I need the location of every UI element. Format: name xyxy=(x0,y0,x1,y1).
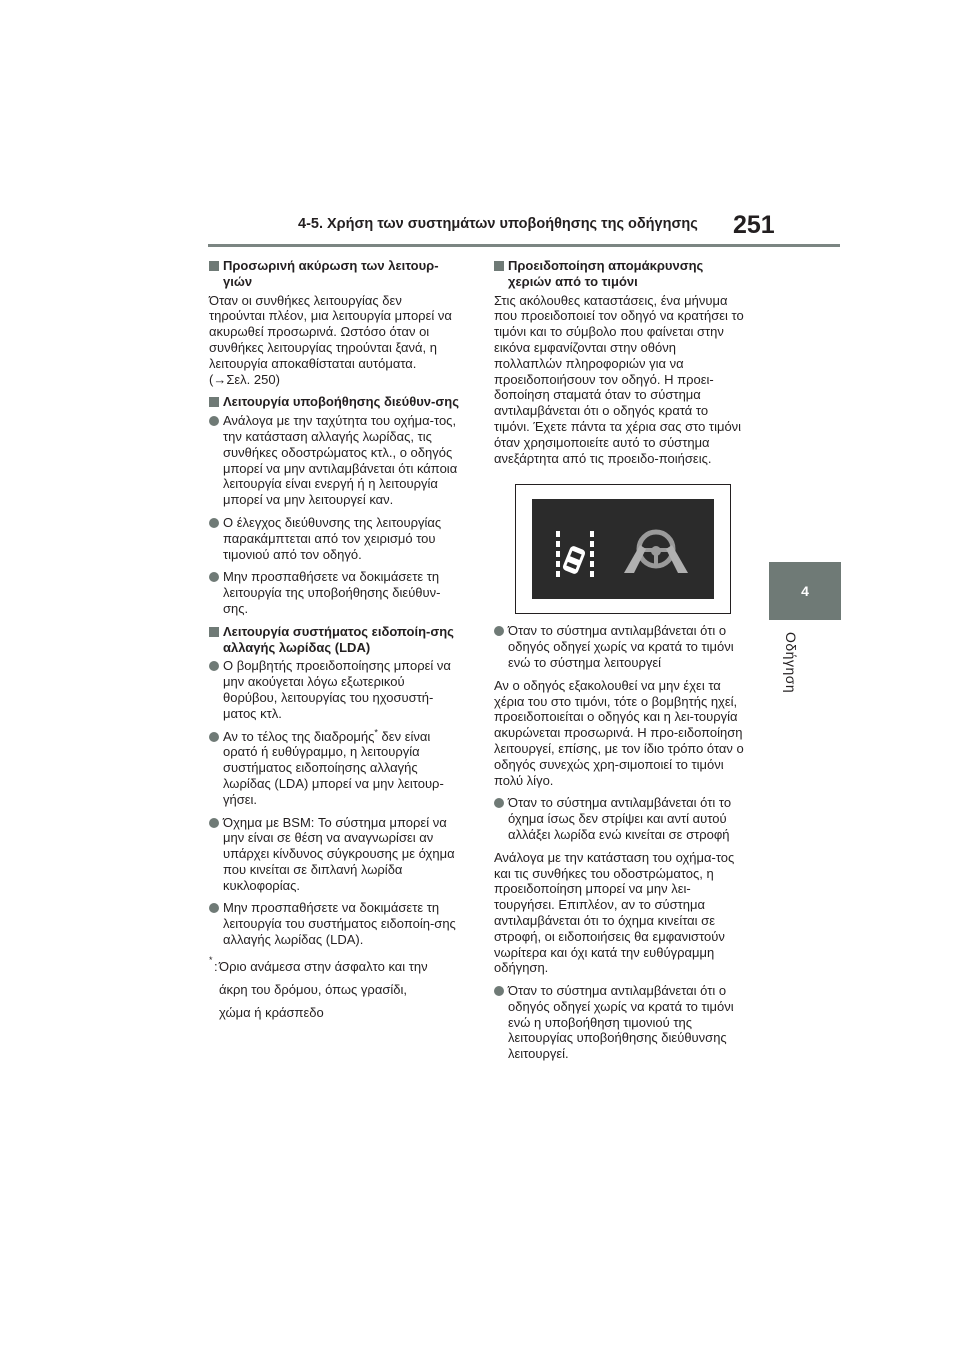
bullet-item: Μην προσπαθήσετε να δοκιμάσετε τη λειτουργία του συστήματος ειδοποίη-σης αλλαγής λωρίδας (LDA). xyxy=(209,900,459,947)
multi-information-display xyxy=(532,499,714,599)
header-rule xyxy=(208,244,840,247)
lane-departure-icon xyxy=(554,529,598,579)
chapter-tab-label: Οδήγηση xyxy=(783,632,799,694)
running-header-title: 4-5. Χρήση των συστημάτων υποβοήθησης της οδήγησης xyxy=(298,216,698,232)
page-number: 251 xyxy=(733,211,775,239)
paragraph: Αν ο οδηγός εξακολουθεί να μην έχει τα χέρια του στο τιμόνι, τότε ο βομβητής ηχεί, προειδοποιείται ο οδηγός και η λει-τουργία ακυρώνεται προσωρινά. Η προ-ειδοποίηση λειτουργεί, επίσης, με τον ίδιο τρόπο όταν ο οδηγός συνεχώς χρη-σιμοποιεί το τιμόνι πολύ λίγο. xyxy=(494,677,744,788)
bullet-item: Όταν το σύστημα αντιλαμβάνεται ότι το όχημα ίσως δεν στρίψει και αντί αυτού αλλάξει λωρίδα ενώ κινείται σε στροφή xyxy=(494,795,744,842)
footnote-marker: * xyxy=(374,727,378,738)
paragraph: Στις ακόλουθες καταστάσεις, ένα μήνυμα που προειδοποιεί τον οδηγό να κρατήσει το τιμόνι και το σύμβολο που φαίνεται στην εικόνα εμφανίζονται στην οθόνη πολλαπλών πληροφοριών για να προειδοποιήσουν τον οδηγό. Η προει-δοποίηση σταματά όταν το σύστημα αντιλαμβάνεται ότι ο οδηγός κρατά το τιμόνι. Έχετε πάντα τα χέρια σας στο τιμόνι όταν χρησιμοποιείτε αυτό το σύστημα ανεξάρτητα από τις προειδο-ποιήσεις. xyxy=(494,292,744,466)
right-column xyxy=(494,258,744,1069)
left-column xyxy=(209,258,459,1024)
bullet-item: Όχημα με BSM: Το σύστημα μπορεί να μην είναι σε θέση να αναγνωρίσει αν υπάρχει κίνδυνος σύγκρουσης με όχημα που κινείται σε διπλανή λωρίδα κυκλοφορίας. xyxy=(209,815,459,894)
section-heading: Προσωρινή ακύρωση των λειτουρ-γιών xyxy=(209,258,459,290)
footnote-colon: : xyxy=(214,958,218,974)
paragraph: Όταν οι συνθήκες λειτουργίας δεν τηρούνται πλέον, μια λειτουργία μπορεί να ακυρωθεί προσωρινά. Ωστόσο όταν οι συνθήκες λειτουργίας τηρούνται ξανά, η λειτουργία αποκαθίσταται αυτόματα. (→Σελ. 250) xyxy=(209,292,452,387)
section-heading: Προειδοποίηση απομάκρυνσης χεριών από το τιμόνι xyxy=(494,258,744,290)
bullet-item: Όταν το σύστημα αντιλαμβάνεται ότι ο οδηγός οδηγεί χωρίς να κρατά το τιμόνι ενώ η υποβοήθηση τιμονιού της λειτουργίας υποβοήθησης διεύθυνσης λειτουργεί. xyxy=(494,983,744,1062)
bullet-text: Αν το τέλος της διαδρομής xyxy=(223,728,375,744)
steering-wheel-hands-icon xyxy=(620,529,692,575)
bullet-item: Όταν το σύστημα αντιλαμβάνεται ότι ο οδηγός οδηγεί χωρίς να κρατά το τιμόνι ενώ το σύστημα λειτουργεί xyxy=(494,623,744,670)
section-heading: Λειτουργία υποβοήθησης διεύθυν-σης xyxy=(209,394,459,410)
footnote-line: χώμα ή κράσπεδο xyxy=(219,1004,324,1020)
footnote-line: Όριο ανάμεσα στην άσφαλτο και την xyxy=(219,958,428,974)
chapter-tab xyxy=(769,562,841,620)
section-heading: Λειτουργία συστήματος ειδοποίη-σης αλλαγής λωρίδας (LDA) xyxy=(209,624,459,656)
footnote-line: άκρη του δρόμου, όπως γρασίδι, xyxy=(219,981,407,997)
bullet-text: δεν είναι ορατό ή ευθύγραμμο, η λειτουργία συστήματος ειδοποίησης αλλαγής λωρίδας (LDA) μπορεί να μην λειτουρ-γήσει. xyxy=(223,728,444,807)
paragraph: Ανάλογα με την κατάσταση του οχήμα-τος και τις συνθήκες του οδοστρώματος, η προειδοποίηση μπορεί να μην λει-τουργήσει. Επιπλέον, αν το σύστημα αντιλαμβάνεται ότι το όχημα κινείται σε στροφή, οι ειδοποιήσεις θα εμφανιστούν νωρίτερα και όχι κατά την ευθύγραμμη οδήγηση. xyxy=(494,849,735,976)
bullet-item: Ανάλογα με την ταχύτητα του οχήμα-τος, την κατάσταση αλλαγής λωρίδας, τις συνθήκες οδοστρώματος κτλ., ο οδηγός μπορεί να μην αντιλαμβάνεται ότι κάποια λειτουργία είναι ενεργή ή η λειτουργία μπορεί να μην λειτουργεί καν. xyxy=(209,413,459,508)
bullet-item xyxy=(209,729,459,808)
bullet-item: Ο βομβητής προειδοποίησης μπορεί να μην ακούγεται λόγω εξωτερικού θορύβου, λειτουργίας του ηχοσυστή-ματος κτλ. xyxy=(209,658,459,721)
bullet-item: Μην προσπαθήσετε να δοκιμάσετε τη λειτουργία της υποβοήθησης διεύθυν-σης. xyxy=(209,569,459,616)
footnote xyxy=(209,955,459,1024)
figure-frame xyxy=(515,484,731,614)
bullet-item: Ο έλεγχος διεύθυνσης της λειτουργίας παρακάμπτεται από τον χειρισμό του τιμονιού από τον οδηγό. xyxy=(209,515,459,562)
footnote-star: * xyxy=(209,954,213,965)
chapter-tab-number: 4 xyxy=(801,583,809,599)
